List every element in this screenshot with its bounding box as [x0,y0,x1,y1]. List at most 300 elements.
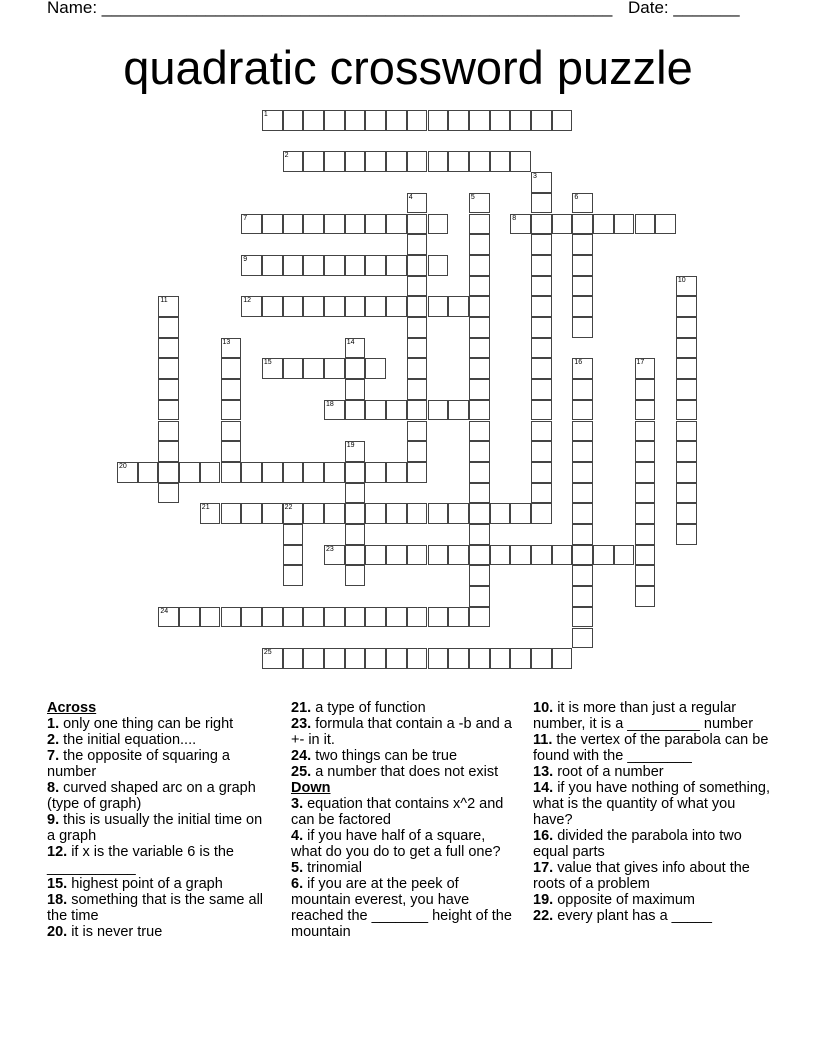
grid-cell[interactable] [635,462,656,483]
grid-cell[interactable] [428,648,449,669]
clue-number: 8 [512,214,517,222]
grid-cell[interactable] [158,338,179,359]
grid-cell[interactable] [386,607,407,628]
grid-cell[interactable] [158,607,179,628]
grid-cell[interactable] [635,545,656,566]
grid-cell[interactable] [283,503,304,524]
grid-cell[interactable] [324,110,345,131]
grid-cell[interactable] [572,379,593,400]
grid-cell[interactable] [303,607,324,628]
grid-cell[interactable] [262,214,283,235]
grid-cell[interactable] [386,255,407,276]
grid-cell[interactable] [158,462,179,483]
grid-cell[interactable] [365,648,386,669]
grid-cell[interactable] [572,441,593,462]
grid-cell[interactable] [221,503,242,524]
grid-cell[interactable] [572,193,593,214]
grid-cell[interactable] [469,214,490,235]
grid-cell[interactable] [407,503,428,524]
grid-cell[interactable] [283,545,304,566]
grid-cell[interactable] [283,565,304,586]
grid-cell[interactable] [303,296,324,317]
clue-number: 10. [533,700,554,716]
grid-cell[interactable] [303,462,324,483]
grid-cell[interactable] [407,296,428,317]
grid-cell[interactable] [552,214,573,235]
grid-cell[interactable] [179,462,200,483]
grid-cell[interactable] [572,421,593,442]
grid-cell[interactable] [428,545,449,566]
grid-cell[interactable] [676,296,697,317]
grid-cell[interactable] [386,151,407,172]
grid-cell[interactable] [572,296,593,317]
grid-cell[interactable] [386,110,407,131]
grid-cell[interactable] [283,214,304,235]
clue-text: if you are at the peek of mountain everest, you have reached the _______ height of the mountain [291,876,512,940]
grid-cell[interactable] [428,255,449,276]
grid-cell[interactable] [531,379,552,400]
grid-cell[interactable] [365,255,386,276]
grid-cell[interactable] [365,296,386,317]
grid-cell[interactable] [490,110,511,131]
grid-cell[interactable] [262,358,283,379]
grid-cell[interactable] [221,379,242,400]
grid-cell[interactable] [117,462,138,483]
grid-cell[interactable] [635,565,656,586]
grid-cell[interactable] [138,462,159,483]
grid-cell[interactable] [469,441,490,462]
grid-cell[interactable] [407,358,428,379]
grid-cell[interactable] [365,151,386,172]
grid-cell[interactable] [158,400,179,421]
grid-cell[interactable] [428,151,449,172]
grid-cell[interactable] [283,607,304,628]
grid-cell[interactable] [593,545,614,566]
grid-cell[interactable] [531,296,552,317]
grid-cell[interactable] [345,214,366,235]
grid-cell[interactable] [531,276,552,297]
clue-number: 23 [326,545,334,553]
grid-cell[interactable] [510,214,531,235]
grid-cell[interactable] [531,172,552,193]
grid-cell[interactable] [676,358,697,379]
grid-cell[interactable] [241,214,262,235]
grid-cell[interactable] [303,648,324,669]
grid-cell[interactable] [262,648,283,669]
grid-cell[interactable] [469,255,490,276]
grid-cell[interactable] [345,503,366,524]
grid-cell[interactable] [407,193,428,214]
grid-cell[interactable] [572,503,593,524]
grid-cell[interactable] [324,151,345,172]
grid-cell[interactable] [635,503,656,524]
grid-cell[interactable] [386,296,407,317]
clue-text: trinomial [303,860,362,876]
grid-cell[interactable] [324,503,345,524]
grid-cell[interactable] [469,565,490,586]
clue-text: equation that contains x^2 and can be factored [291,796,504,828]
grid-cell[interactable] [283,296,304,317]
grid-cell[interactable] [283,524,304,545]
grid-cell[interactable] [676,276,697,297]
grid-cell[interactable] [345,338,366,359]
grid-cell[interactable] [345,379,366,400]
grid-cell[interactable] [221,358,242,379]
grid-cell[interactable] [490,151,511,172]
grid-cell[interactable] [345,110,366,131]
grid-cell[interactable] [469,276,490,297]
grid-cell[interactable] [241,607,262,628]
grid-cell[interactable] [552,545,573,566]
grid-cell[interactable] [469,586,490,607]
grid-cell[interactable] [448,648,469,669]
grid-cell[interactable] [490,648,511,669]
grid-cell[interactable] [221,400,242,421]
grid-cell[interactable] [407,441,428,462]
grid-cell[interactable] [510,648,531,669]
grid-cell[interactable] [448,545,469,566]
grid-cell[interactable] [303,503,324,524]
grid-cell[interactable] [324,255,345,276]
clue-number: 3 [533,173,537,181]
clue-across [291,716,519,748]
grid-cell[interactable] [407,421,428,442]
grid-cell[interactable] [428,110,449,131]
clue-across [47,732,267,748]
grid-cell[interactable] [200,503,221,524]
grid-cell[interactable] [676,338,697,359]
grid-cell[interactable] [469,400,490,421]
grid-cell[interactable] [345,607,366,628]
grid-cell[interactable] [345,462,366,483]
grid-cell[interactable] [200,607,221,628]
grid-cell[interactable] [303,110,324,131]
grid-cell[interactable] [200,462,221,483]
grid-cell[interactable] [407,648,428,669]
grid-cell[interactable] [407,255,428,276]
grid-cell[interactable] [635,214,656,235]
grid-cell[interactable] [448,503,469,524]
grid-cell[interactable] [345,483,366,504]
grid-cell[interactable] [283,110,304,131]
clue-text: divided the parabola into two equal parts [533,828,742,860]
grid-cell[interactable] [365,462,386,483]
grid-cell[interactable] [262,607,283,628]
grid-cell[interactable] [469,151,490,172]
clue-number: 4. [291,828,304,844]
grid-cell[interactable] [221,421,242,442]
grid-cell[interactable] [407,400,428,421]
clue-number: 16 [574,359,583,367]
grid-cell[interactable] [345,441,366,462]
grid-cell[interactable] [572,462,593,483]
grid-cell[interactable] [345,648,366,669]
grid-cell[interactable] [241,462,262,483]
grid-cell[interactable] [428,214,449,235]
grid-cell[interactable] [531,648,552,669]
grid-cell[interactable] [614,214,635,235]
clue-number: 14. [533,780,554,796]
grid-cell[interactable] [345,358,366,379]
grid-cell[interactable] [469,296,490,317]
grid-cell[interactable] [469,317,490,338]
grid-cell[interactable] [572,255,593,276]
grid-cell[interactable] [407,110,428,131]
grid-cell[interactable] [531,462,552,483]
grid-cell[interactable] [386,503,407,524]
grid-cell[interactable] [407,234,428,255]
grid-cell[interactable] [635,524,656,545]
grid-cell[interactable] [303,214,324,235]
grid-cell[interactable] [428,400,449,421]
grid-cell[interactable] [572,628,593,649]
grid-cell[interactable] [324,400,345,421]
clue-text: curved shaped arc on a graph (type of graph) [47,780,256,812]
grid-cell[interactable] [386,214,407,235]
grid-cell[interactable] [531,255,552,276]
grid-cell[interactable] [428,503,449,524]
clue-number: 3. [291,796,304,812]
grid-cell[interactable] [531,234,552,255]
grid-cell[interactable] [283,255,304,276]
grid-cell[interactable] [345,296,366,317]
grid-cell[interactable] [655,214,676,235]
grid-cell[interactable] [676,400,697,421]
grid-cell[interactable] [469,234,490,255]
grid-cell[interactable] [531,317,552,338]
grid-cell[interactable] [407,379,428,400]
grid-cell[interactable] [221,441,242,462]
grid-cell[interactable] [552,110,573,131]
grid-cell[interactable] [303,255,324,276]
grid-cell[interactable] [345,545,366,566]
grid-cell[interactable] [572,317,593,338]
grid-cell[interactable] [510,151,531,172]
grid-cell[interactable] [676,421,697,442]
grid-cell[interactable] [365,110,386,131]
grid-cell[interactable] [324,545,345,566]
grid-cell[interactable] [158,483,179,504]
grid-cell[interactable] [386,648,407,669]
grid-cell[interactable] [365,358,386,379]
grid-cell[interactable] [531,441,552,462]
grid-cell[interactable] [572,586,593,607]
grid-cell[interactable] [635,421,656,442]
grid-cell[interactable] [262,503,283,524]
clue-number: 2 [284,152,289,160]
grid-cell[interactable] [469,483,490,504]
clue-down [533,828,771,860]
grid-cell[interactable] [324,648,345,669]
grid-cell[interactable] [241,255,262,276]
grid-cell[interactable] [469,358,490,379]
grid-cell[interactable] [572,483,593,504]
grid-cell[interactable] [345,255,366,276]
grid-cell[interactable] [469,503,490,524]
grid-cell[interactable] [241,503,262,524]
grid-cell[interactable] [345,151,366,172]
grid-cell[interactable] [221,462,242,483]
clue-down [533,732,771,764]
grid-cell[interactable] [552,648,573,669]
grid-cell[interactable] [448,400,469,421]
grid-cell[interactable] [365,607,386,628]
grid-cell[interactable] [283,358,304,379]
grid-cell[interactable] [303,358,324,379]
date-field[interactable]: Date: _______ [628,0,740,17]
grid-cell[interactable] [407,607,428,628]
grid-cell[interactable] [635,400,656,421]
grid-cell[interactable] [262,110,283,131]
clue-number: 7. [47,748,60,764]
grid-cell[interactable] [386,462,407,483]
clue-number: 25. [291,764,312,780]
grid-cell[interactable] [448,607,469,628]
grid-cell[interactable] [241,296,262,317]
grid-cell[interactable] [635,379,656,400]
grid-cell[interactable] [158,379,179,400]
grid-cell[interactable] [448,110,469,131]
grid-cell[interactable] [158,317,179,338]
grid-cell[interactable] [469,379,490,400]
grid-cell[interactable] [531,214,552,235]
grid-cell[interactable] [593,214,614,235]
grid-cell[interactable] [531,503,552,524]
grid-cell[interactable] [469,462,490,483]
grid-cell[interactable] [303,151,324,172]
grid-cell[interactable] [572,524,593,545]
grid-cell[interactable] [345,565,366,586]
grid-cell[interactable] [428,607,449,628]
grid-cell[interactable] [676,524,697,545]
grid-cell[interactable] [572,234,593,255]
grid-cell[interactable] [510,110,531,131]
grid-cell[interactable] [510,545,531,566]
clue-number: 23. [291,716,312,732]
grid-cell[interactable] [469,421,490,442]
grid-cell[interactable] [469,524,490,545]
clue-text: the opposite of squaring a number [47,748,230,780]
clue-text: a type of function [311,700,426,716]
grid-cell[interactable] [635,483,656,504]
grid-cell[interactable] [386,545,407,566]
grid-cell[interactable] [676,483,697,504]
grid-cell[interactable] [469,110,490,131]
grid-cell[interactable] [283,151,304,172]
grid-cell[interactable] [572,358,593,379]
grid-cell[interactable] [324,607,345,628]
grid-cell[interactable] [448,296,469,317]
grid-cell[interactable] [324,358,345,379]
grid-cell[interactable] [407,338,428,359]
grid-cell[interactable] [676,317,697,338]
clue-number: 20 [119,462,127,470]
clue-number: 15. [47,876,68,892]
grid-cell[interactable] [283,648,304,669]
grid-cell[interactable] [490,545,511,566]
grid-cell[interactable] [407,276,428,297]
grid-cell[interactable] [510,503,531,524]
grid-cell[interactable] [158,296,179,317]
grid-cell[interactable] [531,545,552,566]
grid-cell[interactable] [407,545,428,566]
grid-cell[interactable] [531,400,552,421]
grid-cell[interactable] [614,545,635,566]
grid-cell[interactable] [221,338,242,359]
clue-down [533,892,771,908]
clue-number: 1. [47,716,60,732]
grid-cell[interactable] [365,503,386,524]
grid-cell[interactable] [490,503,511,524]
grid-cell[interactable] [407,151,428,172]
grid-cell[interactable] [572,214,593,235]
grid-cell[interactable] [407,214,428,235]
grid-cell[interactable] [158,358,179,379]
grid-cell[interactable] [572,565,593,586]
grid-cell[interactable] [262,462,283,483]
grid-cell[interactable] [531,110,552,131]
grid-cell[interactable] [407,317,428,338]
grid-cell[interactable] [407,462,428,483]
grid-cell[interactable] [324,462,345,483]
grid-cell[interactable] [635,358,656,379]
grid-cell[interactable] [158,441,179,462]
grid-cell[interactable] [158,421,179,442]
grid-cell[interactable] [572,607,593,628]
clue-across [47,924,267,940]
grid-cell[interactable] [531,193,552,214]
grid-cell[interactable] [262,255,283,276]
grid-cell[interactable] [531,483,552,504]
grid-cell[interactable] [365,545,386,566]
grid-cell[interactable] [676,503,697,524]
grid-cell[interactable] [365,214,386,235]
grid-cell[interactable] [386,400,407,421]
grid-cell[interactable] [469,338,490,359]
grid-cell[interactable] [635,586,656,607]
grid-cell[interactable] [262,296,283,317]
grid-cell[interactable] [572,545,593,566]
grid-cell[interactable] [531,358,552,379]
clue-number: 21. [291,700,312,716]
grid-cell[interactable] [428,296,449,317]
grid-cell[interactable] [572,276,593,297]
grid-cell[interactable] [676,441,697,462]
grid-cell[interactable] [345,400,366,421]
grid-cell[interactable] [676,379,697,400]
grid-cell[interactable] [324,296,345,317]
grid-cell[interactable] [283,462,304,483]
grid-cell[interactable] [179,607,200,628]
grid-cell[interactable] [469,648,490,669]
grid-cell[interactable] [469,545,490,566]
grid-cell[interactable] [531,338,552,359]
grid-cell[interactable] [324,214,345,235]
grid-cell[interactable] [365,400,386,421]
grid-cell[interactable] [531,421,552,442]
grid-cell[interactable] [635,441,656,462]
grid-cell[interactable] [345,524,366,545]
grid-cell[interactable] [448,151,469,172]
grid-cell[interactable] [469,607,490,628]
clues-column-1 [47,700,267,940]
grid-cell[interactable] [469,193,490,214]
grid-cell[interactable] [676,462,697,483]
name-field[interactable]: Name: ______________________________________________________ [47,0,613,17]
clue-number: 18 [326,400,334,408]
grid-cell[interactable] [221,607,242,628]
grid-cell[interactable] [572,400,593,421]
